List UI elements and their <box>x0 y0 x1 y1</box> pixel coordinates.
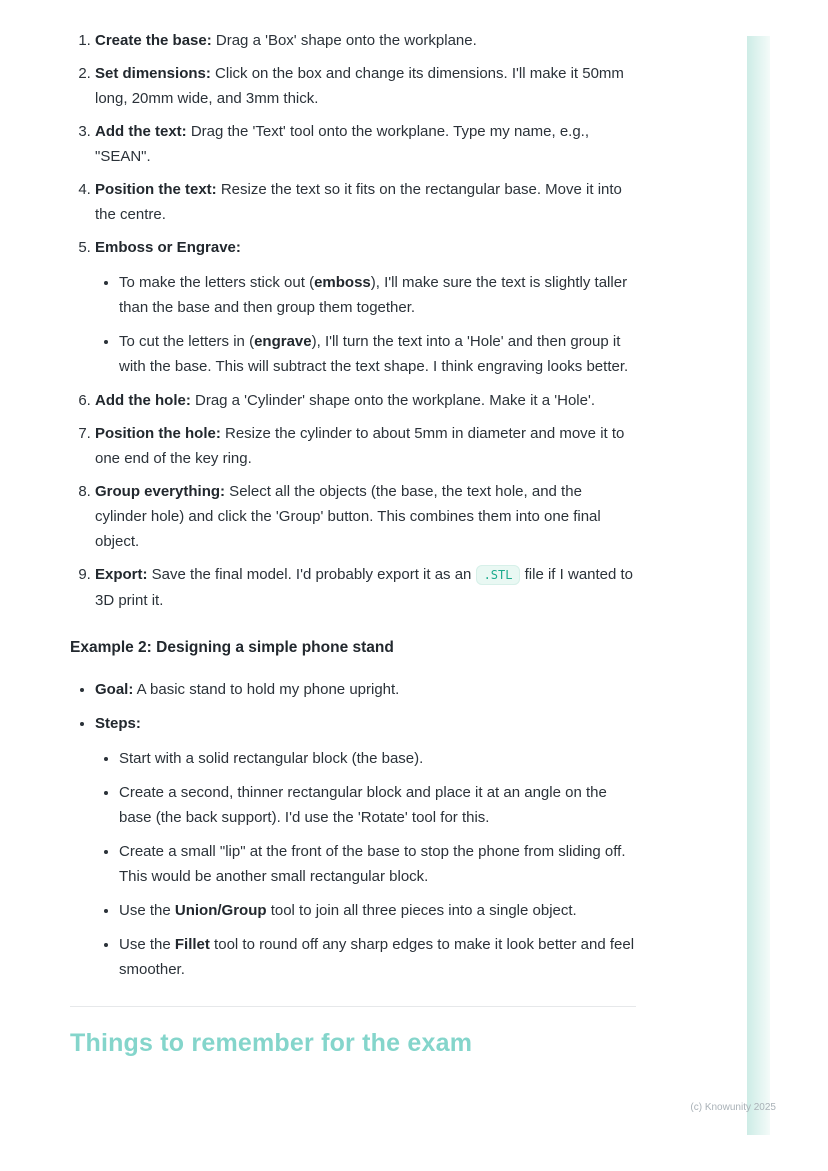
bold-label: Union/Group <box>174 902 267 919</box>
text-segment: Save the final model. I'd probably export it as an <box>147 566 476 583</box>
text-segment: Drag a 'Cylinder' shape onto the workplane. Make it a 'Hole'. <box>190 392 595 409</box>
text-segment: Resize the cylinder to about 5mm in diameter and move it to one end of the key ring. <box>95 425 625 467</box>
step-item <box>95 119 636 169</box>
step-item <box>95 479 636 554</box>
bold-label: Create the base: <box>95 32 212 49</box>
nested-bullet-item <box>119 839 636 889</box>
nested-bullet-item <box>119 932 636 982</box>
text-segment: Drag the 'Text' tool onto the workplane. Type my name, e.g., "SEAN". <box>95 123 590 165</box>
nested-bullet-item <box>119 746 636 771</box>
bold-label: Goal: <box>95 681 134 698</box>
step-item <box>95 388 636 413</box>
text-segment: Resize the text so it fits on the rectangular base. Move it into the centre. <box>95 181 622 223</box>
text-segment: ), I'll turn the text into a 'Hole' and then group it with the base. This will subtract the text shape. I think engraving looks better. <box>119 333 629 375</box>
text-segment: ), I'll make sure the text is slightly taller than the base and then group them together. <box>119 274 628 316</box>
text-segment: tool to round off any sharp edges to make it look better and feel smoother. <box>119 936 635 978</box>
text-segment: Start with a solid rectangular block (the base). <box>119 750 424 767</box>
example-bullet-item <box>95 677 636 702</box>
document-content <box>70 28 636 1056</box>
bold-label: emboss <box>314 274 371 291</box>
example2-heading: Example 2: Designing a simple phone stand <box>70 639 394 656</box>
step-item <box>95 562 636 613</box>
page-edge-stripe <box>747 36 770 1135</box>
bold-label: Set dimensions: <box>95 65 211 82</box>
bold-label: Position the text: <box>95 181 217 198</box>
nested-bullet-item <box>119 898 636 923</box>
step-item <box>95 61 636 111</box>
bold-label: Steps: <box>95 715 141 732</box>
step-item <box>95 177 636 227</box>
bold-label: Export: <box>95 566 148 583</box>
bold-label: Emboss or Engrave: <box>95 239 241 256</box>
section-heading: Things to remember for the exam <box>70 1029 473 1057</box>
step-item <box>95 421 636 471</box>
bold-label: Add the hole: <box>95 392 191 409</box>
text-segment: A basic stand to hold my phone upright. <box>133 681 400 698</box>
bold-label: Fillet <box>174 936 210 953</box>
nested-bullet-item <box>119 780 636 830</box>
text-segment: Use the <box>119 902 175 919</box>
text-segment: Select all the objects (the base, the text hole, and the cylinder hole) and click the 'Group' button. This combines them into one final object. <box>95 483 601 550</box>
bold-label: engrave <box>254 333 312 350</box>
bold-label: Add the text: <box>95 123 187 140</box>
steps-list <box>70 28 636 613</box>
text-segment: To cut the letters in ( <box>119 333 255 350</box>
text-segment: Create a second, thinner rectangular block and place it at an angle on the base (the back support). I'd use the 'Rotate' tool for this. <box>119 784 607 826</box>
example-bullet-item <box>95 711 636 982</box>
bold-label: Position the hole: <box>95 425 221 442</box>
text-segment: Drag a 'Box' shape onto the workplane. <box>211 32 477 49</box>
nested-bullet-list <box>95 746 636 982</box>
step-item <box>95 28 636 53</box>
text-segment: file if I wanted to 3D print it. <box>95 566 634 609</box>
step-item <box>95 235 636 379</box>
footer-copyright: (c) Knowunity 2025 <box>690 1102 776 1113</box>
text-segment: Create a small "lip" at the front of the base to stop the phone from sliding off. This would be another small rectangular block. <box>119 843 626 885</box>
text-segment: Use the <box>119 936 175 953</box>
inline-code: .STL <box>476 565 521 585</box>
nested-bullet-list <box>95 270 636 379</box>
nested-bullet-item <box>119 270 636 320</box>
nested-bullet-item <box>119 329 636 379</box>
text-segment: To make the letters stick out ( <box>119 274 315 291</box>
text-segment: tool to join all three pieces into a single object. <box>266 902 577 919</box>
section-divider <box>70 1006 636 1007</box>
bold-label: Group everything: <box>95 483 226 500</box>
example2-list <box>70 677 636 982</box>
text-segment: Click on the box and change its dimensions. I'll make it 50mm long, 20mm wide, and 3mm thick. <box>95 65 624 107</box>
